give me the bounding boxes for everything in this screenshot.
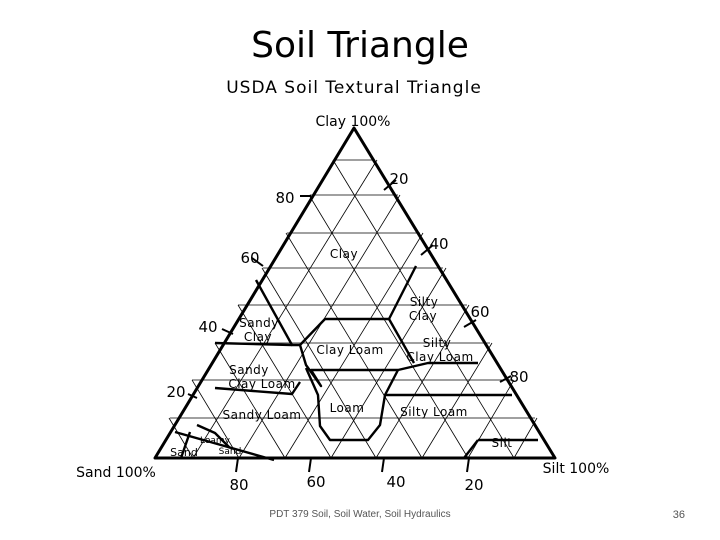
class-loamy-sand-line1: Loamy: [200, 436, 230, 446]
bottom-tick-60: 60: [306, 473, 326, 491]
bottom-tick-20: 20: [464, 476, 484, 494]
class-clay-loam: Clay Loam: [316, 343, 384, 357]
right-tick-40: 40: [429, 235, 449, 253]
class-sandy-clay-line1: Sandy: [239, 316, 279, 330]
left-tick-20: 20: [166, 383, 186, 401]
class-loamy-sand-line2: Sand: [218, 447, 242, 457]
class-sand: Sand: [170, 446, 198, 459]
class-silty-clay-line2: Clay: [408, 309, 438, 323]
left-tick-80: 80: [275, 189, 295, 207]
left-tick-60: 60: [240, 249, 260, 267]
left-tick-40: 40: [198, 318, 218, 336]
class-silt: Silt: [491, 436, 513, 450]
bottom-tick-80: 80: [229, 476, 249, 494]
class-loam: Loam: [329, 401, 365, 415]
class-sandy-clay-loam-line1: Sandy: [229, 363, 269, 377]
class-sandy-clay-line2: Clay: [243, 330, 273, 344]
class-silty-clay-loam-line1: Silty: [422, 336, 452, 350]
page-number: 36: [672, 509, 685, 521]
class-silty-clay-line1: Silty: [409, 295, 439, 309]
slide-title: Soil Triangle: [251, 25, 469, 66]
class-silty-clay-loam-line2: Clay Loam: [406, 350, 474, 364]
vertex-label-silt: Silt 100%: [542, 461, 610, 477]
bottom-tick-40: 40: [386, 473, 406, 491]
right-tick-60: 60: [470, 303, 490, 321]
diagram-title: USDA Soil Textural Triangle: [226, 78, 482, 98]
class-sandy-loam: Sandy Loam: [222, 408, 302, 422]
slide-footer: PDT 379 Soil, Soil Water, Soil Hydraulics: [269, 509, 451, 520]
right-tick-80: 80: [509, 368, 529, 386]
vertex-label-sand: Sand 100%: [76, 465, 156, 481]
class-clay: Clay: [329, 247, 359, 261]
vertex-label-clay: Clay 100%: [315, 114, 391, 130]
class-sandy-clay-loam-line2: Clay Loam: [228, 377, 296, 391]
right-tick-20: 20: [389, 170, 409, 188]
class-silty-loam: Silty Loam: [400, 405, 468, 419]
